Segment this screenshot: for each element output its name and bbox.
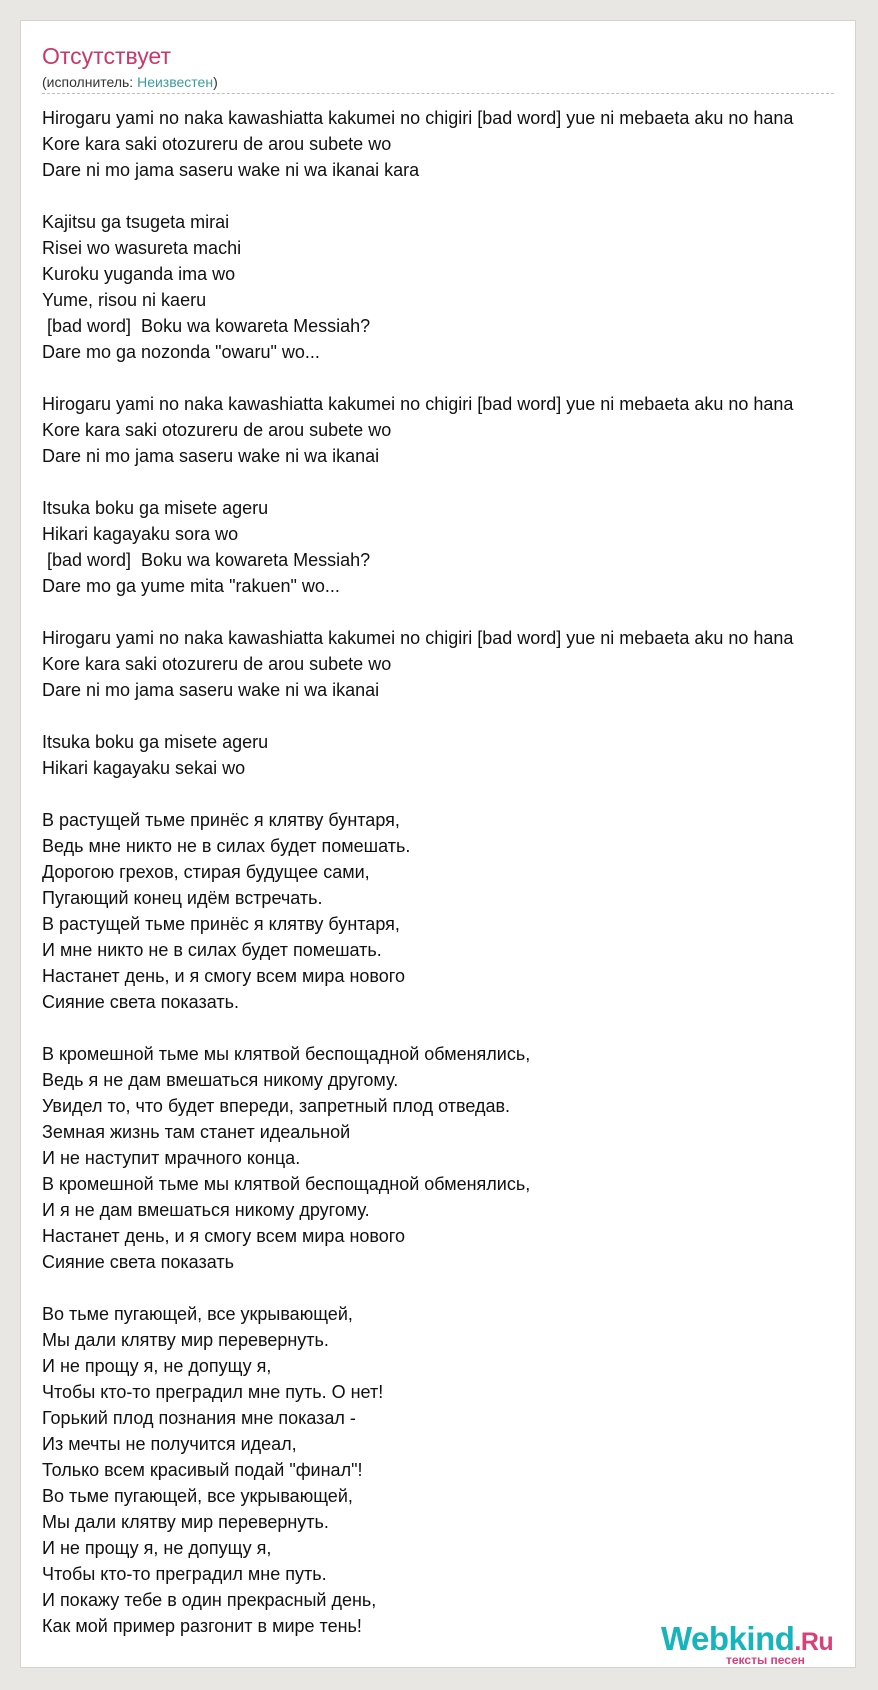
lyric-line: Kore kara saki otozureru de arou subete wo — [42, 420, 392, 440]
lyric-line — [42, 469, 856, 495]
lyric-line: Kore kara saki otozureru de arou subete wo — [42, 654, 392, 674]
lyric-line: Настанет день, и я смогу всем мира нового — [42, 1226, 405, 1246]
lyric-line: Hikari kagayaku sekai wo — [42, 758, 246, 778]
lyric-line: Только всем красивый подай "финал"! — [42, 1460, 363, 1480]
lyrics-text — [42, 105, 856, 1639]
lyric-line — [42, 183, 856, 209]
lyric-line: Пугающий конец идём встречать. — [42, 888, 323, 908]
header-divider — [42, 93, 834, 94]
lyric-line: Dare mo ga nozonda "owaru" wo... — [42, 342, 320, 362]
lyric-line — [42, 703, 856, 729]
artist-line — [42, 73, 218, 91]
lyric-line: Risei wo wasureta machi — [42, 238, 242, 258]
lyric-line: Dare ni mo jama saseru wake ni wa ikanai — [42, 446, 380, 466]
lyric-line: Hirogaru yami no naka kawashiatta kakumei no chigiri [bad word] yue ni mebaeta aku no hana — [42, 108, 794, 128]
lyric-line: Hikari kagayaku sora wo — [42, 524, 239, 544]
lyric-line: И я не дам вмешаться никому другому. — [42, 1200, 370, 1220]
lyric-line: Itsuka boku ga misete ageru — [42, 498, 269, 518]
lyric-line: Ведь я не дам вмешаться никому другому. — [42, 1070, 399, 1090]
lyric-line: Hirogaru yami no naka kawashiatta kakumei no chigiri [bad word] yue ni mebaeta aku no hana — [42, 628, 794, 648]
lyric-line: Ведь мне никто не в силах будет помешать. — [42, 836, 411, 856]
lyric-line: И мне никто не в силах будет помешать. — [42, 940, 382, 960]
lyric-line: Увидел то, что будет впереди, запретный плод отведав. — [42, 1096, 511, 1116]
logo-suffix-text: .Ru — [794, 1628, 834, 1656]
lyric-line — [42, 1015, 856, 1041]
lyric-line: И не наступит мрачного конца. — [42, 1148, 301, 1168]
lyric-line: Как мой пример разгонит в мире тень! — [42, 1616, 362, 1636]
lyric-line — [42, 365, 856, 391]
lyric-line: Горький плод познания мне показал - — [42, 1408, 356, 1428]
lyric-line: Сияние света показать. — [42, 992, 239, 1012]
lyric-line: [bad word] Boku wa kowareta Messiah? — [42, 550, 371, 570]
lyric-line: Во тьме пугающей, все укрывающей, — [42, 1304, 353, 1324]
lyric-line: Чтобы кто-то преградил мне путь. — [42, 1564, 327, 1584]
lyric-line: Чтобы кто-то преградил мне путь. О нет! — [42, 1382, 384, 1402]
lyric-line — [42, 781, 856, 807]
lyric-line: Yume, risou ni kaeru — [42, 290, 207, 310]
logo-main-text: Webkind — [661, 1620, 795, 1657]
lyric-line: Земная жизнь там станет идеальной — [42, 1122, 351, 1142]
lyric-line: Мы дали клятву мир перевернуть. — [42, 1330, 329, 1350]
artist-link[interactable]: Неизвестен — [137, 74, 214, 90]
song-title: Отсутствует — [42, 43, 171, 69]
lyric-line: [bad word] Boku wa kowareta Messiah? — [42, 316, 371, 336]
lyric-line: Itsuka boku ga misete ageru — [42, 732, 269, 752]
lyric-line: Dare ni mo jama saseru wake ni wa ikanai kara — [42, 160, 420, 180]
lyric-line: Kuroku yuganda ima wo — [42, 264, 236, 284]
lyric-line: Dare mo ga yume mita "rakuen" wo... — [42, 576, 340, 596]
site-logo[interactable] — [661, 1621, 851, 1668]
lyric-line — [42, 599, 856, 625]
lyric-line: Kajitsu ga tsugeta mirai — [42, 212, 230, 232]
artist-prefix: (исполнитель: — [42, 74, 138, 90]
lyric-line: Дорогою грехов, стирая будущее сами, — [42, 862, 370, 882]
lyric-line: В кромешной тьме мы клятвой беспощадной обменялись, — [42, 1174, 531, 1194]
lyric-line: В растущей тьме принёс я клятву бунтаря, — [42, 810, 400, 830]
lyric-line: Hirogaru yami no naka kawashiatta kakumei no chigiri [bad word] yue ni mebaeta aku no hana — [42, 394, 794, 414]
lyric-line: И не прощу я, не допущу я, — [42, 1356, 272, 1376]
lyric-line: Мы дали клятву мир перевернуть. — [42, 1512, 329, 1532]
artist-suffix: ) — [213, 74, 218, 90]
lyric-line: В растущей тьме принёс я клятву бунтаря, — [42, 914, 400, 934]
lyric-line: Во тьме пугающей, все укрывающей, — [42, 1486, 353, 1506]
lyrics-card — [20, 20, 856, 1668]
lyric-line: Настанет день, и я смогу всем мира нового — [42, 966, 405, 986]
lyric-line: В кромешной тьме мы клятвой беспощадной обменялись, — [42, 1044, 531, 1064]
lyric-line: Из мечты не получится идеал, — [42, 1434, 297, 1454]
lyric-line: И не прощу я, не допущу я, — [42, 1538, 272, 1558]
lyric-line: Dare ni mo jama saseru wake ni wa ikanai — [42, 680, 380, 700]
lyric-line: Сияние света показать — [42, 1252, 234, 1272]
logo-tagline: тексты песен — [726, 1653, 805, 1667]
lyric-line — [42, 1275, 856, 1301]
lyric-line: И покажу тебе в один прекрасный день, — [42, 1590, 377, 1610]
lyric-line: Kore kara saki otozureru de arou subete wo — [42, 134, 392, 154]
